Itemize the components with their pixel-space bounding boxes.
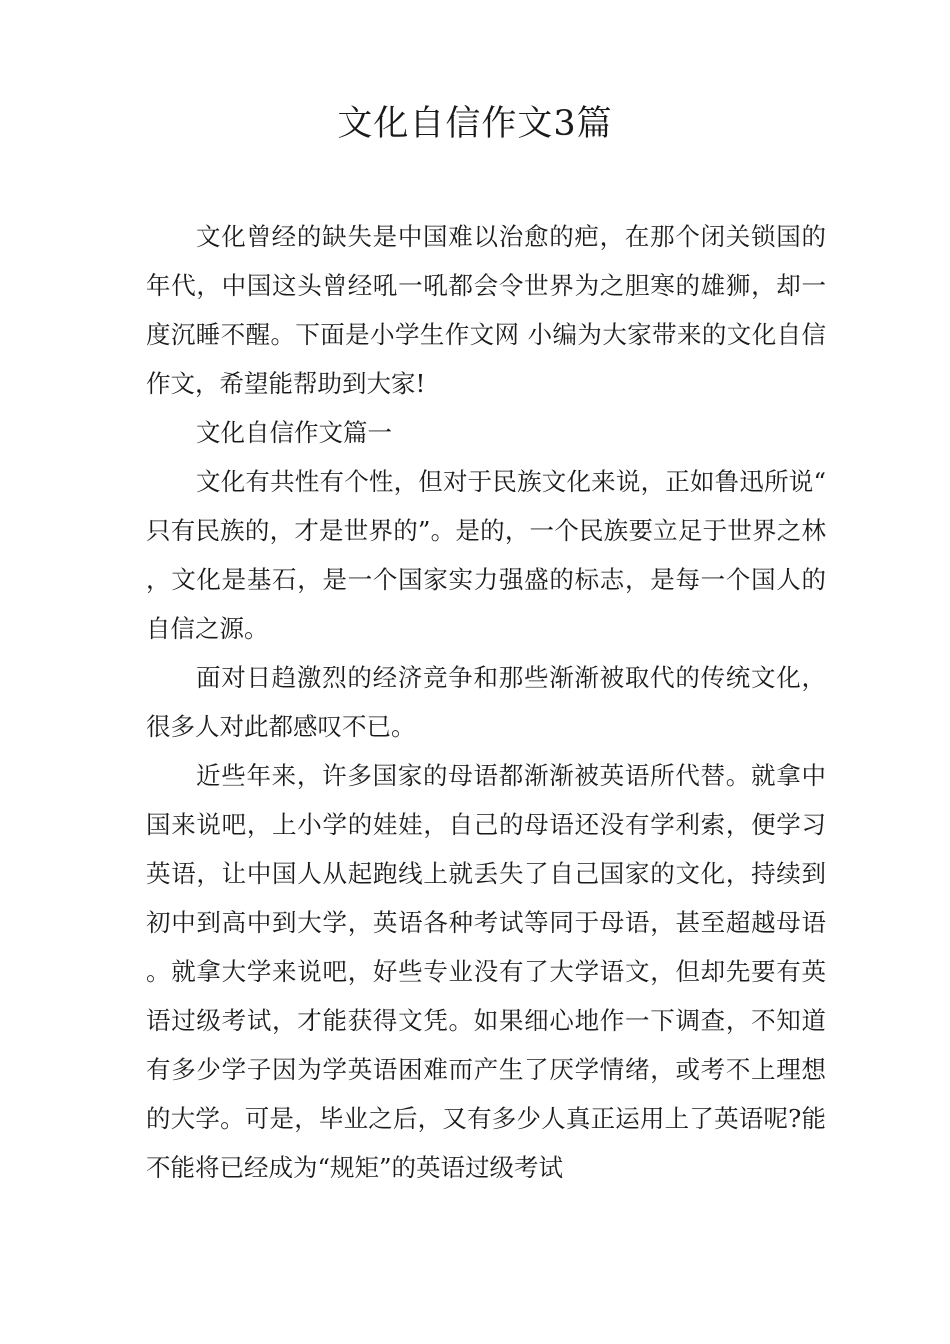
document-body — [146, 212, 826, 1192]
body-paragraph: 近些年来，许多国家的母语都渐渐被英语所代替。就拿中国来说吧，上小学的娃娃，自己的母语还没有学利索，便学习英语，让中国人从起跑线上就丢失了自己国家的文化，持续到初中到高中到大学，英语各种考试等同于母语，甚至超越母语。就拿大学来说吧，好些专业没有了大学语文，但却先要有英语过级考试，才能获得文凭。如果细心地作一下调查，不知道有多少学子因为学英语困难而产生了厌学情绪，或考不上理想的大学。可是，毕业之后，又有多少人真正运用上了英语呢?能不能将已经成为“规矩”的英语过级考试 — [146, 761, 826, 1182]
intro-paragraph: 文化曾经的缺失是中国难以治愈的疤，在那个闭关锁国的年代，中国这头曾经吼一吼都会令世界为之胆寒的雄狮，却一度沉睡不醒。下面是小学生作文网 小编为大家带来的文化自信作文，希望能帮助到大家! — [146, 222, 826, 398]
body-paragraph: 面对日趋激烈的经济竞争和那些渐渐被取代的传统文化，很多人对此都感叹不已。 — [146, 663, 826, 741]
section-heading: 文化自信作文篇一 — [196, 418, 392, 447]
document-title: 文化自信作文3篇 — [337, 104, 613, 144]
body-paragraph: 文化有共性有个性，但对于民族文化来说，正如鲁迅所说“只有民族的，才是世界的”。是的，一个民族要立足于世界之林，文化是基石，是一个国家实力强盛的标志，是每一个国人的自信之源。 — [146, 467, 826, 643]
